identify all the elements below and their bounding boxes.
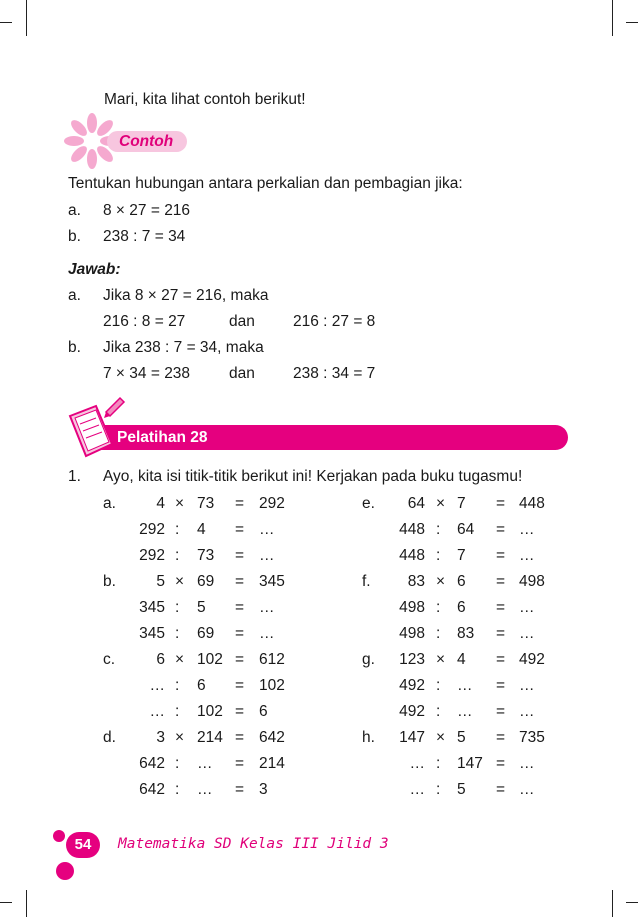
exercise-cell: : bbox=[436, 677, 441, 694]
exercise-cell: … bbox=[519, 781, 535, 798]
decor-dot bbox=[53, 830, 65, 842]
exercise-cell: 642 bbox=[139, 781, 165, 798]
exercise-letter: a. bbox=[103, 495, 116, 512]
exercise-cell: … bbox=[519, 755, 535, 772]
exercise-cell: × bbox=[436, 651, 446, 668]
crop-mark-top-right-h bbox=[626, 22, 638, 23]
exercise-cell: = bbox=[496, 781, 506, 798]
exercise-cell: 4 bbox=[156, 495, 165, 512]
exercise-cell: 73 bbox=[197, 495, 215, 512]
pelatihan-label: Pelatihan 28 bbox=[117, 429, 208, 446]
exercise-cell: … bbox=[457, 703, 473, 720]
exercise-cell: = bbox=[235, 781, 245, 798]
exercise-cell: 492 bbox=[399, 703, 425, 720]
exercise-cell: … bbox=[519, 703, 535, 720]
exercise-cell: = bbox=[235, 547, 245, 564]
exercise-cell: 69 bbox=[197, 573, 215, 590]
exercise-cell: × bbox=[436, 573, 446, 590]
exercise-cell: … bbox=[519, 521, 535, 538]
exercise-cell: … bbox=[149, 703, 165, 720]
exercise-cell: = bbox=[235, 729, 245, 746]
answer-line: Jika 238 : 7 = 34, maka bbox=[103, 339, 264, 356]
exercise-cell: = bbox=[496, 677, 506, 694]
contoh-question: Tentukan hubungan antara perkalian dan pembagian jika: bbox=[68, 175, 463, 192]
exercise-cell: : bbox=[175, 599, 180, 616]
exercise-cell: 5 bbox=[197, 599, 206, 616]
exercise-cell: : bbox=[175, 521, 180, 538]
exercise-cell: : bbox=[175, 755, 180, 772]
answer-dan: dan bbox=[229, 365, 255, 382]
exercise-cell: 292 bbox=[259, 495, 285, 512]
exercise-cell: … bbox=[409, 755, 425, 772]
answer-dan: dan bbox=[229, 313, 255, 330]
exercise-cell: 345 bbox=[139, 625, 165, 642]
exercise-cell: 345 bbox=[259, 573, 285, 590]
exercise-cell: × bbox=[175, 495, 185, 512]
exercise-cell: 642 bbox=[139, 755, 165, 772]
exercise-cell: 7 bbox=[457, 547, 466, 564]
exercise-cell: … bbox=[409, 781, 425, 798]
exercise-cell: = bbox=[235, 703, 245, 720]
exercise-cell: 448 bbox=[399, 521, 425, 538]
crop-mark-bottom-right-h bbox=[626, 902, 638, 903]
exercise-cell: = bbox=[235, 651, 245, 668]
exercise-cell: … bbox=[259, 599, 275, 616]
exercise-cell: … bbox=[519, 625, 535, 642]
crop-mark-bottom-left-v bbox=[26, 890, 27, 917]
exercise-cell: = bbox=[496, 547, 506, 564]
exercise-cell: 448 bbox=[399, 547, 425, 564]
contoh-item-letter: a. bbox=[68, 202, 81, 219]
exercise-cell: … bbox=[519, 677, 535, 694]
crop-mark-bottom-left-h bbox=[0, 902, 12, 903]
exercise-cell: 5 bbox=[156, 573, 165, 590]
exercise-cell: … bbox=[259, 625, 275, 642]
question-text: Ayo, kita isi titik-titik berikut ini! Kerjakan pada buku tugasmu! bbox=[103, 468, 523, 485]
crop-mark-top-left-h bbox=[0, 22, 12, 23]
exercise-cell: 64 bbox=[407, 495, 425, 512]
exercise-cell: 5 bbox=[457, 729, 466, 746]
exercise-cell: : bbox=[436, 521, 441, 538]
exercise-cell: 123 bbox=[399, 651, 425, 668]
page-number: 54 bbox=[66, 832, 100, 858]
exercise-cell: 642 bbox=[259, 729, 285, 746]
exercise-cell: … bbox=[259, 521, 275, 538]
exercise-cell: 492 bbox=[519, 651, 545, 668]
question-number: 1. bbox=[68, 468, 81, 485]
exercise-letter: h. bbox=[362, 729, 375, 746]
exercise-cell: = bbox=[496, 521, 506, 538]
exercise-letter: c. bbox=[103, 651, 116, 668]
exercise-letter: d. bbox=[103, 729, 116, 746]
answer-left: 7 × 34 = 238 bbox=[103, 365, 191, 382]
exercise-cell: 5 bbox=[457, 781, 466, 798]
exercise-cell: 345 bbox=[139, 599, 165, 616]
exercise-cell: 214 bbox=[259, 755, 285, 772]
exercise-cell: 6 bbox=[259, 703, 268, 720]
exercise-letter: e. bbox=[362, 495, 375, 512]
exercise-cell: 498 bbox=[399, 625, 425, 642]
exercise-cell: : bbox=[175, 547, 180, 564]
exercise-cell: : bbox=[175, 625, 180, 642]
exercise-cell: 735 bbox=[519, 729, 545, 746]
exercise-cell: 83 bbox=[457, 625, 475, 642]
exercise-cell: = bbox=[496, 625, 506, 642]
exercise-cell: 214 bbox=[197, 729, 223, 746]
answer-left: 216 : 8 = 27 bbox=[103, 313, 186, 330]
intro-text: Mari, kita lihat contoh berikut! bbox=[104, 91, 306, 108]
exercise-cell: : bbox=[436, 781, 441, 798]
exercise-cell: = bbox=[235, 521, 245, 538]
exercise-cell: 6 bbox=[457, 573, 466, 590]
exercise-cell: 292 bbox=[139, 521, 165, 538]
exercise-cell: 448 bbox=[519, 495, 545, 512]
exercise-cell: × bbox=[175, 729, 185, 746]
crop-mark-bottom-right-v bbox=[612, 890, 613, 917]
exercise-cell: 64 bbox=[457, 521, 475, 538]
exercise-cell: : bbox=[436, 599, 441, 616]
decor-dot bbox=[56, 862, 74, 880]
exercise-cell: × bbox=[175, 573, 185, 590]
exercise-cell: 4 bbox=[457, 651, 466, 668]
exercise-cell: = bbox=[235, 625, 245, 642]
exercise-cell: = bbox=[235, 599, 245, 616]
exercise-cell: 102 bbox=[197, 651, 223, 668]
exercise-cell: … bbox=[197, 755, 213, 772]
exercise-cell: = bbox=[496, 495, 506, 512]
exercise-cell: … bbox=[197, 781, 213, 798]
exercise-cell: 6 bbox=[457, 599, 466, 616]
answer-right: 216 : 27 = 8 bbox=[293, 313, 376, 330]
exercise-cell: = bbox=[496, 729, 506, 746]
exercise-cell: = bbox=[496, 703, 506, 720]
exercise-letter: f. bbox=[362, 573, 371, 590]
exercise-cell: 147 bbox=[399, 729, 425, 746]
exercise-cell: = bbox=[496, 755, 506, 772]
jawab-label: Jawab: bbox=[68, 261, 121, 278]
exercise-cell: 83 bbox=[407, 573, 425, 590]
exercise-cell: 612 bbox=[259, 651, 285, 668]
exercise-cell: = bbox=[235, 755, 245, 772]
exercise-cell: 3 bbox=[156, 729, 165, 746]
exercise-cell: … bbox=[519, 547, 535, 564]
exercise-cell: = bbox=[496, 651, 506, 668]
exercise-cell: … bbox=[149, 677, 165, 694]
exercise-cell: : bbox=[436, 755, 441, 772]
exercise-cell: = bbox=[496, 573, 506, 590]
exercise-cell: × bbox=[175, 651, 185, 668]
exercise-cell: 7 bbox=[457, 495, 466, 512]
exercise-cell: : bbox=[175, 781, 180, 798]
crop-mark-top-left-v bbox=[26, 0, 27, 36]
exercise-cell: 69 bbox=[197, 625, 215, 642]
answer-letter: a. bbox=[68, 287, 81, 304]
exercise-cell: 3 bbox=[259, 781, 268, 798]
answer-right: 238 : 34 = 7 bbox=[293, 365, 376, 382]
exercise-cell: 147 bbox=[457, 755, 483, 772]
answer-line: Jika 8 × 27 = 216, maka bbox=[103, 287, 269, 304]
contoh-item-letter: b. bbox=[68, 228, 81, 245]
answer-letter: b. bbox=[68, 339, 81, 356]
exercise-cell: = bbox=[235, 495, 245, 512]
exercise-cell: 498 bbox=[519, 573, 545, 590]
exercise-cell: 102 bbox=[197, 703, 223, 720]
contoh-label: Contoh bbox=[107, 131, 187, 152]
exercise-cell: 6 bbox=[197, 677, 206, 694]
exercise-cell: = bbox=[235, 677, 245, 694]
exercise-cell: 6 bbox=[156, 651, 165, 668]
crop-mark-top-right-v bbox=[612, 0, 613, 36]
exercise-cell: 498 bbox=[399, 599, 425, 616]
exercise-cell: = bbox=[496, 599, 506, 616]
exercise-cell: : bbox=[175, 677, 180, 694]
exercise-letter: g. bbox=[362, 651, 375, 668]
exercise-cell: 292 bbox=[139, 547, 165, 564]
contoh-item-text: 238 : 7 = 34 bbox=[103, 228, 186, 245]
exercise-cell: × bbox=[436, 729, 446, 746]
exercise-cell: = bbox=[235, 573, 245, 590]
exercise-cell: … bbox=[259, 547, 275, 564]
exercise-cell: : bbox=[436, 625, 441, 642]
exercise-cell: × bbox=[436, 495, 446, 512]
exercise-cell: … bbox=[457, 677, 473, 694]
exercise-letter: b. bbox=[103, 573, 116, 590]
book-title: Matematika SD Kelas III Jilid 3 bbox=[118, 836, 389, 852]
exercise-cell: 73 bbox=[197, 547, 215, 564]
exercise-cell: : bbox=[436, 547, 441, 564]
exercise-cell: 102 bbox=[259, 677, 285, 694]
exercise-cell: … bbox=[519, 599, 535, 616]
exercise-cell: : bbox=[436, 703, 441, 720]
contoh-item-text: 8 × 27 = 216 bbox=[103, 202, 191, 219]
exercise-cell: 492 bbox=[399, 677, 425, 694]
exercise-cell: 4 bbox=[197, 521, 206, 538]
exercise-cell: : bbox=[175, 703, 180, 720]
